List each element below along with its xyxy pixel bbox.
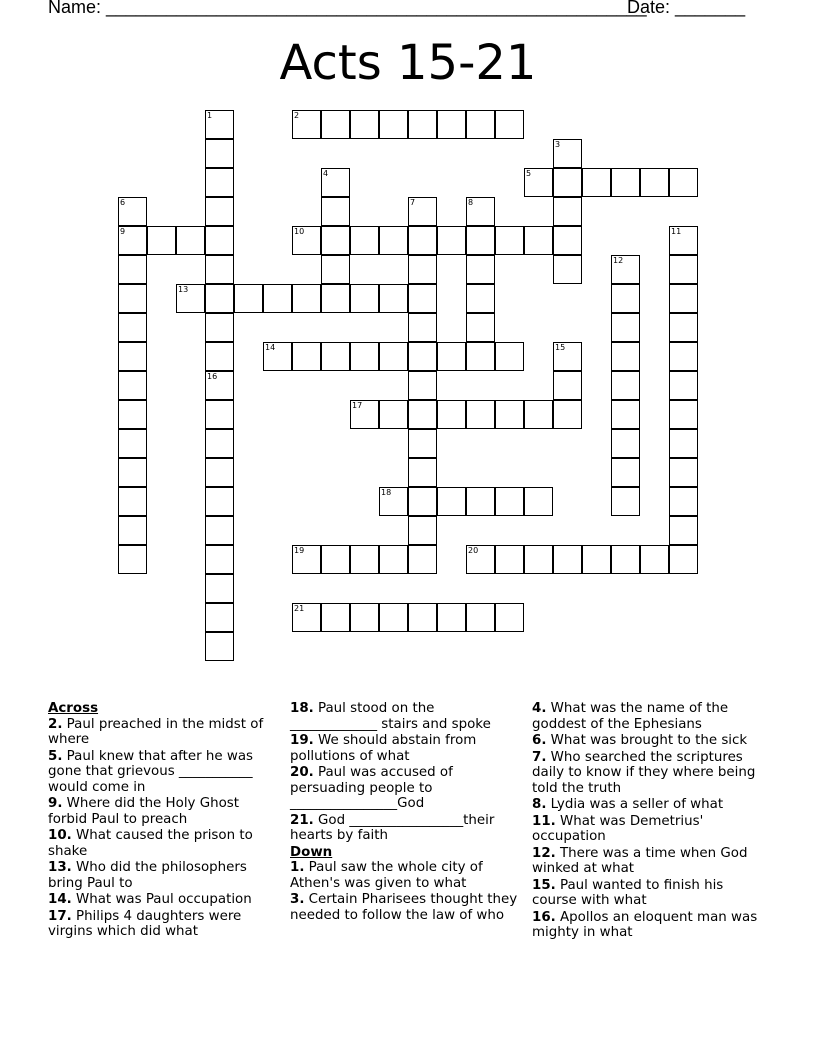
grid-cell[interactable]: [408, 284, 437, 313]
grid-cell[interactable]: [379, 284, 408, 313]
grid-clue-number: 12: [613, 256, 624, 265]
grid-cell[interactable]: [466, 342, 495, 371]
grid-cell[interactable]: [321, 110, 350, 139]
grid-cell[interactable]: [466, 110, 495, 139]
grid-cell[interactable]: [553, 545, 582, 574]
clue-down-3: 3. Certain Pharisees thought they needed to follow the law of who: [290, 892, 518, 923]
grid-cell[interactable]: [321, 603, 350, 632]
grid-cell[interactable]: [118, 516, 147, 545]
grid-cell[interactable]: [524, 487, 553, 516]
grid-cell[interactable]: [118, 284, 147, 313]
grid-clue-number: 1: [207, 111, 213, 120]
clue-down-8: 8. Lydia was a seller of what: [532, 797, 724, 812]
grid-cell[interactable]: [408, 603, 437, 632]
grid-cell[interactable]: [408, 342, 437, 371]
grid-cell[interactable]: [466, 226, 495, 255]
grid-cell[interactable]: [379, 342, 408, 371]
grid-cell[interactable]: [611, 342, 640, 371]
grid-clue-number: 7: [410, 198, 416, 207]
grid-cell[interactable]: [321, 545, 350, 574]
grid-cell[interactable]: [408, 110, 437, 139]
clue-down-15: 15. Paul wanted to finish his course with what: [532, 877, 724, 908]
grid-cell[interactable]: [437, 603, 466, 632]
grid-cell[interactable]: [669, 284, 698, 313]
grid-cell[interactable]: [582, 545, 611, 574]
grid-cell[interactable]: [611, 313, 640, 342]
clue-across-13: 13. Who did the philosophers bring Paul to: [48, 860, 247, 891]
grid-cell[interactable]: [205, 313, 234, 342]
grid-cell[interactable]: [495, 110, 524, 139]
clue-down-16: 16. Apollos an eloquent man was mighty in what: [532, 909, 758, 940]
clue-down-1: 1. Paul saw the whole city of Athen's was given to what: [290, 860, 483, 891]
grid-cell[interactable]: [321, 226, 350, 255]
grid-cell[interactable]: [379, 603, 408, 632]
across-heading: Across: [48, 701, 99, 716]
grid-cell[interactable]: [553, 168, 582, 197]
grid-cell[interactable]: [205, 226, 234, 255]
grid-cell[interactable]: [669, 168, 698, 197]
clue-across-10: 10. What caused the prison to shake: [48, 828, 253, 859]
grid-cell[interactable]: [350, 545, 379, 574]
grid-cell[interactable]: [524, 400, 553, 429]
name-field-label: Name: ______________________________________________________: [48, 0, 647, 17]
grid-cell[interactable]: [292, 342, 321, 371]
grid-cell[interactable]: [379, 545, 408, 574]
grid-cell[interactable]: [205, 197, 234, 226]
grid-cell[interactable]: [350, 342, 379, 371]
grid-cell[interactable]: [205, 487, 234, 516]
grid-cell[interactable]: [118, 545, 147, 574]
grid-cell[interactable]: [553, 255, 582, 284]
grid-clue-number: 20: [468, 546, 479, 555]
grid-cell[interactable]: [205, 168, 234, 197]
grid-clue-number: 6: [120, 198, 126, 207]
grid-cell[interactable]: [205, 545, 234, 574]
grid-cell[interactable]: [524, 545, 553, 574]
grid-clue-number: 3: [555, 140, 561, 149]
grid-clue-number: 16: [207, 372, 218, 381]
grid-cell[interactable]: [611, 458, 640, 487]
grid-cell[interactable]: [118, 371, 147, 400]
grid-cell[interactable]: [611, 429, 640, 458]
grid-cell[interactable]: [495, 226, 524, 255]
grid-cell[interactable]: [205, 284, 234, 313]
clue-down-4: 4. What was the name of the goddest of the Ephesians: [532, 701, 729, 732]
grid-cell[interactable]: [669, 487, 698, 516]
clue-across-20: 20. Paul was accused of persuading people to ________________God: [290, 765, 453, 811]
grid-cell[interactable]: [292, 284, 321, 313]
grid-cell[interactable]: [234, 284, 263, 313]
clue-across-9: 9. Where did the Holy Ghost forbid Paul to preach: [48, 796, 239, 827]
clue-column-1: [48, 701, 278, 941]
grid-cell[interactable]: [118, 458, 147, 487]
grid-cell[interactable]: [350, 284, 379, 313]
grid-clue-number: 17: [352, 401, 363, 410]
grid-cell[interactable]: [205, 429, 234, 458]
grid-cell[interactable]: [408, 226, 437, 255]
grid-cell[interactable]: [495, 545, 524, 574]
grid-cell[interactable]: [524, 226, 553, 255]
clue-down-7: 7. Who searched the scriptures daily to know if they where being told the truth: [532, 749, 756, 796]
grid-cell[interactable]: [408, 313, 437, 342]
grid-cell[interactable]: [495, 342, 524, 371]
grid-cell[interactable]: [408, 458, 437, 487]
clue-column-2: [290, 701, 522, 924]
grid-cell[interactable]: [553, 371, 582, 400]
grid-cell[interactable]: [263, 284, 292, 313]
grid-cell[interactable]: [553, 226, 582, 255]
grid-cell[interactable]: [205, 139, 234, 168]
grid-cell[interactable]: [379, 226, 408, 255]
grid-clue-number: 14: [265, 343, 276, 352]
grid-cell[interactable]: [205, 516, 234, 545]
grid-cell[interactable]: [669, 429, 698, 458]
grid-cell[interactable]: [669, 255, 698, 284]
grid-cell[interactable]: [205, 632, 234, 661]
grid-cell[interactable]: [669, 516, 698, 545]
grid-clue-number: 4: [323, 169, 329, 178]
grid-cell[interactable]: [611, 545, 640, 574]
grid-cell[interactable]: [466, 603, 495, 632]
grid-cell[interactable]: [350, 226, 379, 255]
grid-clue-number: 15: [555, 343, 566, 352]
grid-clue-number: 19: [294, 546, 305, 555]
clue-down-12: 12. There was a time when God winked at what: [532, 845, 748, 876]
grid-cell[interactable]: [321, 255, 350, 284]
clue-down-11: 11. What was Demetrius' occupation: [532, 813, 704, 844]
grid-cell[interactable]: [611, 284, 640, 313]
grid-cell[interactable]: [321, 342, 350, 371]
date-field-label: Date: _______: [627, 0, 746, 17]
page-title: Acts 15-21: [279, 35, 537, 91]
grid-clue-number: 18: [381, 488, 392, 497]
grid-cell[interactable]: [118, 342, 147, 371]
grid-cell[interactable]: [205, 458, 234, 487]
grid-clue-number: 13: [178, 285, 189, 294]
grid-cell[interactable]: [437, 487, 466, 516]
grid-cell[interactable]: [408, 545, 437, 574]
grid-cell[interactable]: [437, 226, 466, 255]
grid-cell[interactable]: [350, 603, 379, 632]
grid-cell[interactable]: [669, 400, 698, 429]
grid-cell[interactable]: [321, 284, 350, 313]
grid-cell[interactable]: [350, 110, 379, 139]
grid-cell[interactable]: [466, 487, 495, 516]
grid-clue-number: 10: [294, 227, 305, 236]
grid-cell[interactable]: [118, 487, 147, 516]
grid-cell[interactable]: [611, 371, 640, 400]
grid-cell[interactable]: [553, 400, 582, 429]
grid-cell[interactable]: [408, 400, 437, 429]
grid-cell[interactable]: [669, 371, 698, 400]
grid-cell[interactable]: [640, 545, 669, 574]
grid-cell[interactable]: [118, 313, 147, 342]
grid-cell[interactable]: [321, 197, 350, 226]
grid-cell[interactable]: [669, 458, 698, 487]
grid-clue-number: 9: [120, 227, 126, 236]
grid-cell[interactable]: [553, 197, 582, 226]
grid-cell[interactable]: [669, 313, 698, 342]
clue-across-2: 2. Paul preached in the midst of where: [48, 716, 264, 747]
grid-cell[interactable]: [495, 487, 524, 516]
grid-cell[interactable]: [611, 487, 640, 516]
grid-cell[interactable]: [466, 400, 495, 429]
grid-cell[interactable]: [205, 603, 234, 632]
grid-cell[interactable]: [118, 400, 147, 429]
grid-cell[interactable]: [205, 255, 234, 284]
grid-cell[interactable]: [466, 313, 495, 342]
grid-cell[interactable]: [147, 226, 176, 255]
grid-cell[interactable]: [669, 545, 698, 574]
clue-down-6: 6. What was brought to the sick: [532, 733, 748, 748]
grid-cell[interactable]: [437, 342, 466, 371]
grid-clue-number: 2: [294, 111, 300, 120]
clue-across-5: 5. Paul knew that after he was gone that grievous ___________ would come in: [48, 748, 254, 795]
grid-cell[interactable]: [408, 371, 437, 400]
grid-cell[interactable]: [118, 429, 147, 458]
grid-clue-number: 11: [671, 227, 682, 236]
grid-cell[interactable]: [640, 168, 669, 197]
clue-across-18: 18. Paul stood on the _____________ stairs and spoke: [290, 701, 491, 732]
grid-cell[interactable]: [205, 574, 234, 603]
grid-clue-number: 21: [294, 604, 305, 613]
clue-across-17: 17. Philips 4 daughters were virgins which did what: [48, 908, 242, 939]
grid-clue-number: 5: [526, 169, 532, 178]
grid-cell[interactable]: [611, 400, 640, 429]
grid-cell[interactable]: [495, 400, 524, 429]
grid-cell[interactable]: [611, 168, 640, 197]
grid-cell[interactable]: [118, 255, 147, 284]
down-heading: Down: [290, 844, 333, 860]
grid-cell[interactable]: [408, 429, 437, 458]
grid-cell[interactable]: [379, 400, 408, 429]
clue-across-14: 14. What was Paul occupation: [48, 892, 252, 907]
grid-cell[interactable]: [495, 603, 524, 632]
grid-cell[interactable]: [205, 342, 234, 371]
grid-cell[interactable]: [582, 168, 611, 197]
clue-across-21: 21. God _________________their hearts by faith: [290, 812, 495, 843]
grid-cell[interactable]: [176, 226, 205, 255]
grid-cell[interactable]: [379, 110, 408, 139]
grid-cell[interactable]: [205, 400, 234, 429]
grid-cell[interactable]: [408, 487, 437, 516]
grid-cell[interactable]: [437, 110, 466, 139]
grid-cell[interactable]: [408, 516, 437, 545]
grid-cell[interactable]: [466, 255, 495, 284]
clue-column-3: [532, 701, 768, 942]
grid-cell[interactable]: [669, 342, 698, 371]
grid-cell[interactable]: [408, 255, 437, 284]
grid-cell[interactable]: [437, 400, 466, 429]
grid-cell[interactable]: [466, 284, 495, 313]
clue-across-19: 19. We should abstain from pollutions of what: [290, 733, 477, 764]
grid-clue-number: 8: [468, 198, 474, 207]
